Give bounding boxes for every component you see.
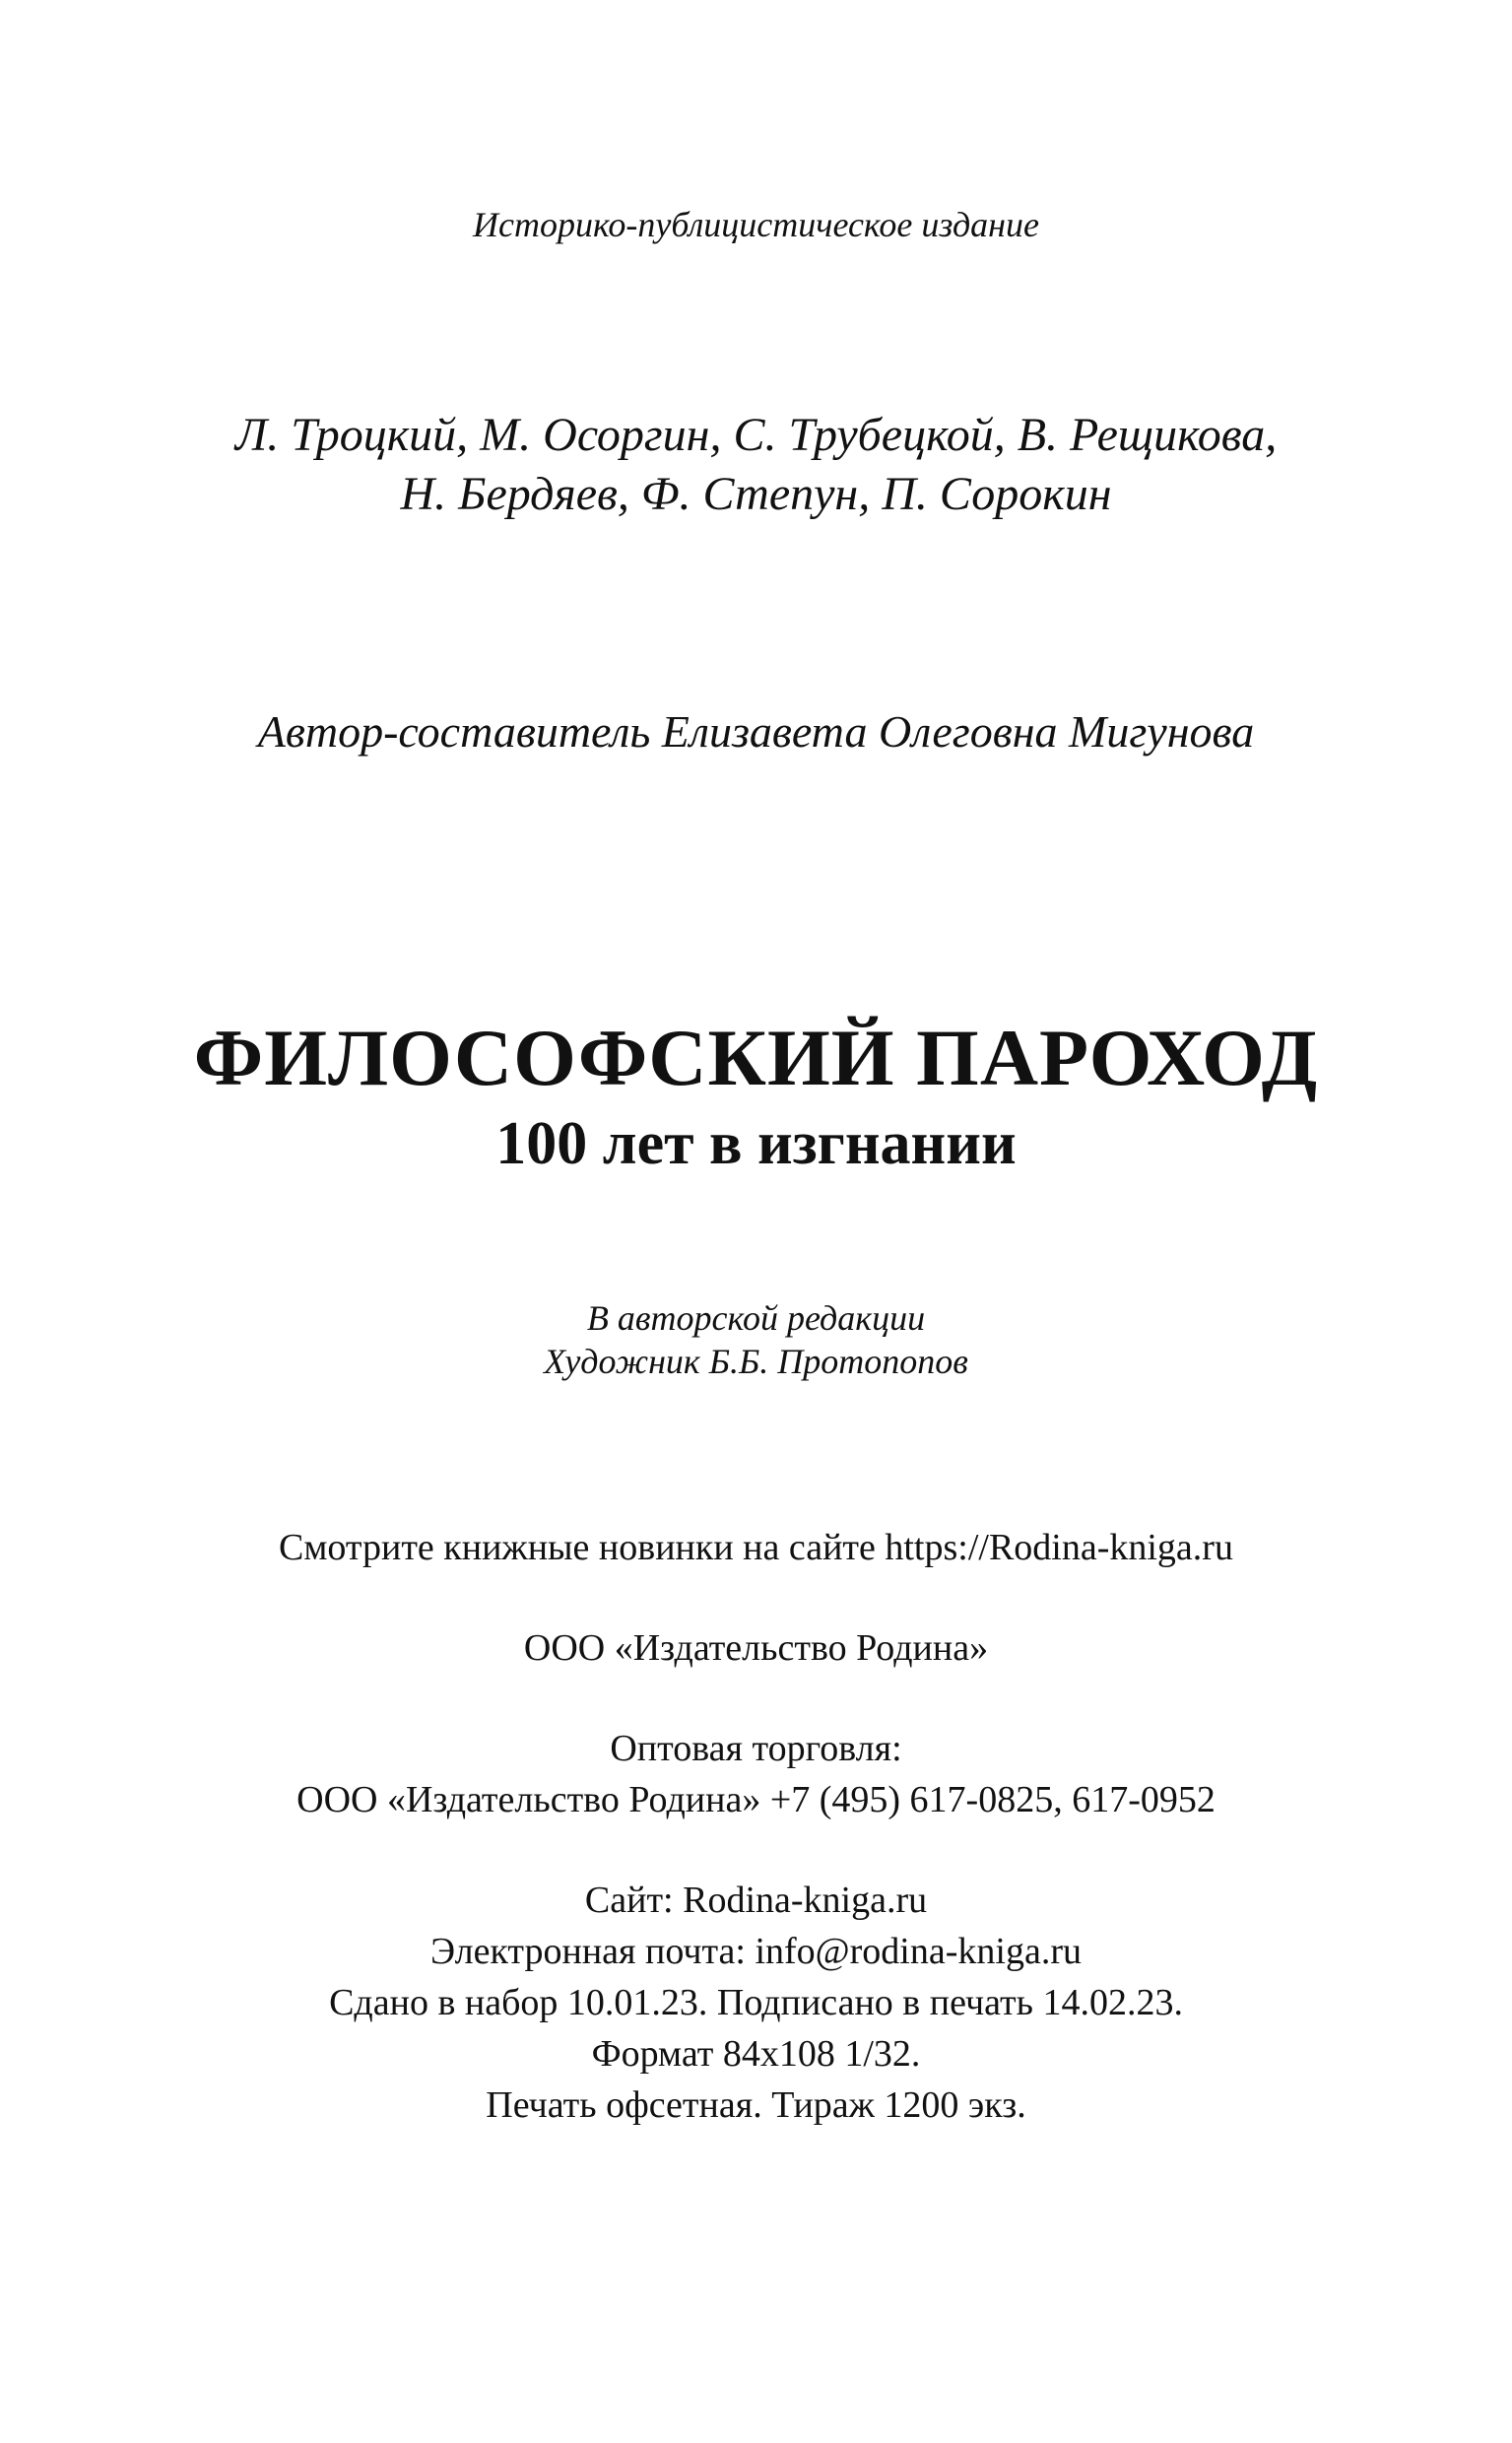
- book-format: Формат 84x108 1/32.: [591, 2033, 921, 2075]
- book-subtitle: 100 лет в изгнании: [495, 1110, 1017, 1177]
- edition-note: В авторской редакции: [586, 1298, 926, 1338]
- book-title: ФИЛОСОФСКИЙ ПАРОХОД: [193, 1013, 1319, 1102]
- email-line: Электронная почта: info@rodina-kniga.ru: [430, 1931, 1082, 1972]
- print-dates: Сдано в набор 10.01.23. Подписано в печать 14.02.23.: [329, 1982, 1183, 2023]
- wholesale-contact: ООО «Издательство Родина» +7 (495) 617-0825, 617-0952: [296, 1779, 1216, 1820]
- compiler-credit: Автор-составитель Елизавета Олеговна Мигунова: [257, 706, 1255, 757]
- website-note: Смотрите книжные новинки на сайте https://Rodina-kniga.ru: [279, 1527, 1233, 1568]
- print-run: Печать офсетная. Тираж 1200 экз.: [486, 2084, 1026, 2126]
- authors-line-2: Н. Бердяев, Ф. Степун, П. Сорокин: [400, 468, 1112, 520]
- site-line: Сайт: Rodina-kniga.ru: [584, 1880, 928, 1921]
- authors-line-1: Л. Троцкий, М. Осоргин, С. Трубецкой, В. Рещикова,: [234, 409, 1278, 461]
- publication-genre: Историко-публицистическое издание: [472, 205, 1039, 244]
- wholesale-label: Оптовая торговля:: [610, 1728, 902, 1769]
- publisher-name: ООО «Издательство Родина»: [523, 1627, 989, 1669]
- artist-credit: Художник Б.Б. Протопопов: [544, 1342, 968, 1381]
